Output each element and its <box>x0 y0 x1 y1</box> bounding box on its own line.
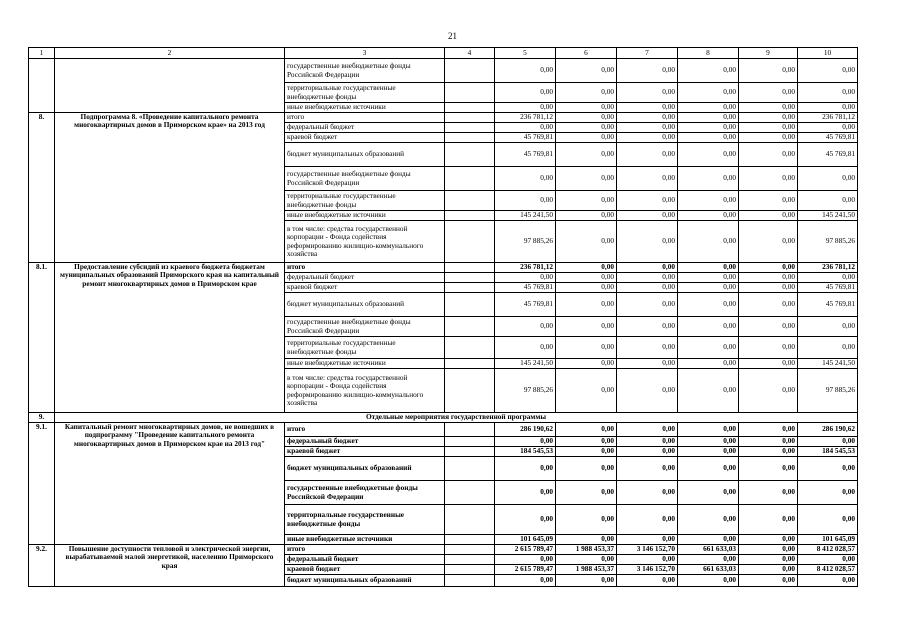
value-cell: 0,00 <box>798 191 858 211</box>
value-cell: 0,00 <box>495 103 556 113</box>
value-cell: 0,00 <box>798 103 858 113</box>
value-cell: 661 633,03 <box>678 545 739 555</box>
value-cell: 3 146 152,70 <box>617 565 678 575</box>
value-cell: 0,00 <box>556 113 617 123</box>
funding-source: территориальные государственные внебюджетные фонды <box>285 83 445 103</box>
value-cell: 0,00 <box>617 59 678 83</box>
value-cell: 0,00 <box>678 83 739 103</box>
value-cell: 0,00 <box>798 273 858 283</box>
value-cell: 0,00 <box>556 143 617 167</box>
value-cell: 0,00 <box>678 283 739 293</box>
value-cell: 45 769,81 <box>495 283 556 293</box>
value-cell <box>445 211 495 221</box>
item-number: 9.1. <box>29 423 55 545</box>
funding-source: территориальные государственные внебюджетные фонды <box>285 505 445 535</box>
value-cell: 0,00 <box>678 59 739 83</box>
value-cell: 0,00 <box>678 263 739 273</box>
value-cell: 0,00 <box>739 369 798 413</box>
value-cell: 0,00 <box>617 123 678 133</box>
value-cell: 0,00 <box>678 191 739 211</box>
value-cell: 0,00 <box>678 103 739 113</box>
value-cell: 0,00 <box>617 293 678 317</box>
value-cell <box>445 133 495 143</box>
value-cell: 0,00 <box>678 505 739 535</box>
value-cell <box>445 369 495 413</box>
value-cell: 0,00 <box>678 113 739 123</box>
funding-source: бюджет муниципальных образований <box>285 575 445 587</box>
value-cell: 0,00 <box>617 575 678 587</box>
value-cell: 236 781,12 <box>495 263 556 273</box>
value-cell: 0,00 <box>798 83 858 103</box>
value-cell <box>445 555 495 565</box>
column-header: 7 <box>617 48 678 59</box>
value-cell: 0,00 <box>495 317 556 337</box>
value-cell: 0,00 <box>678 293 739 317</box>
value-cell: 0,00 <box>739 535 798 545</box>
value-cell: 0,00 <box>556 337 617 359</box>
value-cell: 0,00 <box>617 221 678 263</box>
item-name: Капитальный ремонт многоквартирных домов, не вошедших в подпрограмму "Проведение капитального ремонта многоквартирных домов в Приморском крае на 2013 год" <box>55 423 285 545</box>
value-cell: 286 190,62 <box>495 423 556 437</box>
section-row <box>29 413 858 423</box>
funding-source: итого <box>285 423 445 437</box>
value-cell: 0,00 <box>495 437 556 447</box>
value-cell: 0,00 <box>556 457 617 481</box>
value-cell: 0,00 <box>739 565 798 575</box>
value-cell: 0,00 <box>678 167 739 191</box>
value-cell <box>445 359 495 369</box>
funding-source: краевой бюджет <box>285 447 445 457</box>
value-cell: 0,00 <box>798 481 858 505</box>
value-cell: 0,00 <box>678 337 739 359</box>
value-cell: 286 190,62 <box>798 423 858 437</box>
value-cell: 0,00 <box>617 83 678 103</box>
value-cell: 0,00 <box>739 191 798 211</box>
value-cell: 0,00 <box>678 133 739 143</box>
value-cell: 0,00 <box>739 437 798 447</box>
column-header: 5 <box>495 48 556 59</box>
value-cell <box>445 59 495 83</box>
value-cell: 0,00 <box>617 103 678 113</box>
value-cell: 0,00 <box>556 59 617 83</box>
value-cell <box>445 575 495 587</box>
value-cell: 0,00 <box>556 555 617 565</box>
value-cell: 0,00 <box>739 545 798 555</box>
value-cell: 0,00 <box>556 191 617 211</box>
value-cell <box>445 263 495 273</box>
value-cell: 97 885,26 <box>495 369 556 413</box>
value-cell: 0,00 <box>739 293 798 317</box>
value-cell: 0,00 <box>678 535 739 545</box>
value-cell: 0,00 <box>495 337 556 359</box>
value-cell: 0,00 <box>556 505 617 535</box>
value-cell <box>445 317 495 337</box>
header-row <box>29 48 858 59</box>
value-cell: 0,00 <box>678 369 739 413</box>
funding-source: иные внебюджетные источники <box>285 211 445 221</box>
value-cell: 0,00 <box>739 447 798 457</box>
value-cell <box>445 437 495 447</box>
value-cell: 1 988 453,37 <box>556 565 617 575</box>
value-cell: 0,00 <box>617 369 678 413</box>
value-cell: 0,00 <box>798 505 858 535</box>
value-cell: 0,00 <box>556 359 617 369</box>
item-name: Предоставление субсидий из краевого бюджета бюджетам муниципальных образований Приморского края на капитальный ремонт многоквартирных домов в Приморском крае <box>55 263 285 413</box>
value-cell: 0,00 <box>617 423 678 437</box>
value-cell: 0,00 <box>678 211 739 221</box>
funding-source: краевой бюджет <box>285 283 445 293</box>
funding-source: государственные внебюджетные фонды Российской Федерации <box>285 481 445 505</box>
value-cell <box>445 283 495 293</box>
value-cell: 0,00 <box>798 337 858 359</box>
value-cell: 0,00 <box>556 447 617 457</box>
value-cell: 3 146 152,70 <box>617 545 678 555</box>
item-number <box>29 59 55 113</box>
value-cell: 0,00 <box>739 59 798 83</box>
item-name <box>55 59 285 113</box>
value-cell <box>445 103 495 113</box>
funding-source: федеральный бюджет <box>285 437 445 447</box>
value-cell: 0,00 <box>495 59 556 83</box>
funding-source: государственные внебюджетные фонды Российской Федерации <box>285 167 445 191</box>
value-cell: 101 645,09 <box>798 535 858 545</box>
section-title: Отдельные мероприятия государственной программы <box>55 413 858 423</box>
value-cell: 0,00 <box>739 263 798 273</box>
value-cell: 0,00 <box>798 575 858 587</box>
table-row <box>29 423 858 437</box>
value-cell: 0,00 <box>739 481 798 505</box>
funding-source: краевой бюджет <box>285 565 445 575</box>
column-header: 2 <box>55 48 285 59</box>
column-header: 6 <box>556 48 617 59</box>
value-cell <box>445 221 495 263</box>
value-cell: 0,00 <box>798 457 858 481</box>
item-number: 8.1. <box>29 263 55 413</box>
value-cell: 145 241,50 <box>495 359 556 369</box>
value-cell: 0,00 <box>617 447 678 457</box>
value-cell: 0,00 <box>739 505 798 535</box>
funding-source: иные внебюджетные источники <box>285 359 445 369</box>
value-cell: 145 241,50 <box>798 211 858 221</box>
column-header: 3 <box>285 48 445 59</box>
value-cell: 0,00 <box>739 555 798 565</box>
value-cell: 0,00 <box>495 575 556 587</box>
value-cell: 0,00 <box>495 83 556 103</box>
value-cell <box>445 545 495 555</box>
value-cell <box>445 293 495 317</box>
value-cell: 0,00 <box>739 123 798 133</box>
value-cell: 45 769,81 <box>495 133 556 143</box>
value-cell: 0,00 <box>617 359 678 369</box>
value-cell: 0,00 <box>556 123 617 133</box>
funding-source: государственные внебюджетные фонды Российской Федерации <box>285 59 445 83</box>
value-cell: 0,00 <box>556 575 617 587</box>
value-cell: 45 769,81 <box>798 293 858 317</box>
value-cell <box>445 83 495 103</box>
budget-table <box>28 47 858 587</box>
funding-source: итого <box>285 545 445 555</box>
table-body <box>29 48 858 587</box>
value-cell: 0,00 <box>617 457 678 481</box>
value-cell: 0,00 <box>556 167 617 191</box>
value-cell <box>445 423 495 437</box>
value-cell: 2 615 789,47 <box>495 565 556 575</box>
funding-source: бюджет муниципальных образований <box>285 293 445 317</box>
item-name: Подпрограмма 8. «Проведение капитального ремонта многоквартирных домов в Приморском крае» на 2013 год <box>55 113 285 263</box>
table-row <box>29 113 858 123</box>
value-cell: 0,00 <box>678 273 739 283</box>
value-cell <box>445 481 495 505</box>
value-cell: 0,00 <box>739 283 798 293</box>
value-cell: 0,00 <box>617 113 678 123</box>
funding-source: бюджет муниципальных образований <box>285 143 445 167</box>
value-cell: 0,00 <box>556 103 617 113</box>
value-cell: 0,00 <box>678 481 739 505</box>
value-cell: 0,00 <box>556 273 617 283</box>
funding-source: бюджет муниципальных образований <box>285 457 445 481</box>
value-cell: 97 885,26 <box>495 221 556 263</box>
value-cell <box>445 273 495 283</box>
value-cell: 0,00 <box>798 59 858 83</box>
value-cell: 0,00 <box>617 555 678 565</box>
value-cell: 0,00 <box>678 143 739 167</box>
table-row <box>29 263 858 273</box>
value-cell: 0,00 <box>556 535 617 545</box>
value-cell <box>445 457 495 481</box>
table-row <box>29 59 858 83</box>
value-cell: 0,00 <box>739 221 798 263</box>
funding-source: федеральный бюджет <box>285 555 445 565</box>
value-cell: 0,00 <box>678 123 739 133</box>
value-cell: 0,00 <box>495 191 556 211</box>
value-cell <box>445 143 495 167</box>
value-cell: 0,00 <box>556 211 617 221</box>
value-cell: 0,00 <box>617 317 678 337</box>
value-cell: 2 615 789,47 <box>495 545 556 555</box>
value-cell: 184 545,53 <box>495 447 556 457</box>
value-cell: 0,00 <box>556 221 617 263</box>
value-cell: 0,00 <box>556 133 617 143</box>
value-cell: 0,00 <box>556 437 617 447</box>
value-cell: 0,00 <box>556 283 617 293</box>
value-cell: 0,00 <box>739 211 798 221</box>
funding-source: территориальные государственные внебюджетные фонды <box>285 191 445 211</box>
value-cell: 45 769,81 <box>798 133 858 143</box>
item-number: 8. <box>29 113 55 263</box>
value-cell: 0,00 <box>617 133 678 143</box>
value-cell: 97 885,26 <box>798 221 858 263</box>
value-cell: 101 645,09 <box>495 535 556 545</box>
value-cell: 0,00 <box>678 359 739 369</box>
value-cell: 0,00 <box>617 535 678 545</box>
value-cell: 0,00 <box>798 317 858 337</box>
value-cell: 0,00 <box>739 167 798 191</box>
value-cell: 0,00 <box>556 481 617 505</box>
value-cell: 0,00 <box>495 123 556 133</box>
value-cell: 0,00 <box>798 437 858 447</box>
value-cell: 661 633,03 <box>678 565 739 575</box>
value-cell: 0,00 <box>617 211 678 221</box>
value-cell <box>445 113 495 123</box>
value-cell: 8 412 028,57 <box>798 565 858 575</box>
value-cell: 0,00 <box>739 103 798 113</box>
value-cell <box>445 535 495 545</box>
value-cell: 0,00 <box>495 505 556 535</box>
value-cell: 0,00 <box>556 263 617 273</box>
value-cell: 0,00 <box>617 481 678 505</box>
value-cell <box>445 191 495 211</box>
table-row <box>29 545 858 555</box>
value-cell: 0,00 <box>556 369 617 413</box>
funding-source: краевой бюджет <box>285 133 445 143</box>
value-cell: 0,00 <box>678 575 739 587</box>
value-cell: 0,00 <box>739 359 798 369</box>
value-cell: 0,00 <box>617 191 678 211</box>
value-cell: 8 412 028,57 <box>798 545 858 555</box>
value-cell <box>445 123 495 133</box>
value-cell: 0,00 <box>798 555 858 565</box>
value-cell: 0,00 <box>556 317 617 337</box>
value-cell: 1 988 453,37 <box>556 545 617 555</box>
value-cell: 0,00 <box>739 133 798 143</box>
value-cell: 236 781,12 <box>798 263 858 273</box>
value-cell: 0,00 <box>798 167 858 191</box>
value-cell: 45 769,81 <box>495 143 556 167</box>
funding-source: федеральный бюджет <box>285 273 445 283</box>
column-header: 10 <box>798 48 858 59</box>
page-number: 21 <box>448 31 457 41</box>
value-cell: 0,00 <box>617 437 678 447</box>
value-cell: 45 769,81 <box>495 293 556 317</box>
value-cell: 0,00 <box>739 575 798 587</box>
value-cell: 0,00 <box>678 437 739 447</box>
funding-source: итого <box>285 263 445 273</box>
column-header: 9 <box>739 48 798 59</box>
value-cell: 0,00 <box>678 555 739 565</box>
funding-source: территориальные государственные внебюджетные фонды <box>285 337 445 359</box>
value-cell: 0,00 <box>495 457 556 481</box>
funding-source: государственные внебюджетные фонды Российской Федерации <box>285 317 445 337</box>
funding-source: в том числе: средства государственной корпорации - Фонда содействия реформированию жилищно-коммунального хозяйства <box>285 369 445 413</box>
value-cell: 0,00 <box>617 337 678 359</box>
value-cell: 0,00 <box>678 457 739 481</box>
value-cell: 97 885,26 <box>798 369 858 413</box>
value-cell <box>445 565 495 575</box>
value-cell: 45 769,81 <box>798 283 858 293</box>
value-cell: 0,00 <box>739 457 798 481</box>
value-cell: 0,00 <box>556 423 617 437</box>
value-cell: 0,00 <box>556 83 617 103</box>
value-cell: 236 781,12 <box>495 113 556 123</box>
funding-source: итого <box>285 113 445 123</box>
value-cell: 236 781,12 <box>798 113 858 123</box>
item-name: Повышение доступности тепловой и электрической энергии, вырабатываемой малой энергетикой, населению Приморского края <box>55 545 285 587</box>
value-cell <box>445 505 495 535</box>
value-cell: 0,00 <box>739 423 798 437</box>
value-cell: 0,00 <box>739 273 798 283</box>
value-cell: 0,00 <box>739 317 798 337</box>
column-header: 8 <box>678 48 739 59</box>
value-cell: 0,00 <box>617 273 678 283</box>
funding-source: иные внебюджетные источники <box>285 103 445 113</box>
value-cell: 0,00 <box>495 481 556 505</box>
value-cell: 184 545,53 <box>798 447 858 457</box>
funding-source: федеральный бюджет <box>285 123 445 133</box>
value-cell <box>445 337 495 359</box>
item-number: 9.2. <box>29 545 55 587</box>
value-cell: 0,00 <box>798 123 858 133</box>
value-cell: 0,00 <box>617 263 678 273</box>
value-cell: 0,00 <box>495 273 556 283</box>
value-cell: 0,00 <box>617 167 678 191</box>
value-cell: 0,00 <box>678 221 739 263</box>
value-cell: 145 241,50 <box>798 359 858 369</box>
value-cell: 0,00 <box>617 505 678 535</box>
value-cell: 0,00 <box>495 167 556 191</box>
value-cell: 0,00 <box>678 317 739 337</box>
value-cell: 0,00 <box>739 113 798 123</box>
value-cell: 0,00 <box>739 337 798 359</box>
funding-source: иные внебюджетные источники <box>285 535 445 545</box>
column-header: 1 <box>29 48 55 59</box>
value-cell <box>445 167 495 191</box>
value-cell: 0,00 <box>678 423 739 437</box>
value-cell: 0,00 <box>617 283 678 293</box>
value-cell: 145 241,50 <box>495 211 556 221</box>
value-cell: 0,00 <box>678 447 739 457</box>
value-cell: 45 769,81 <box>798 143 858 167</box>
value-cell: 0,00 <box>739 83 798 103</box>
value-cell: 0,00 <box>739 143 798 167</box>
value-cell <box>445 447 495 457</box>
value-cell: 0,00 <box>495 555 556 565</box>
funding-source: в том числе: средства государственной корпорации - Фонда содействия реформированию жилищно-коммунального хозяйства <box>285 221 445 263</box>
column-header: 4 <box>445 48 495 59</box>
section-number: 9. <box>29 413 55 423</box>
value-cell: 0,00 <box>617 143 678 167</box>
value-cell: 0,00 <box>556 293 617 317</box>
